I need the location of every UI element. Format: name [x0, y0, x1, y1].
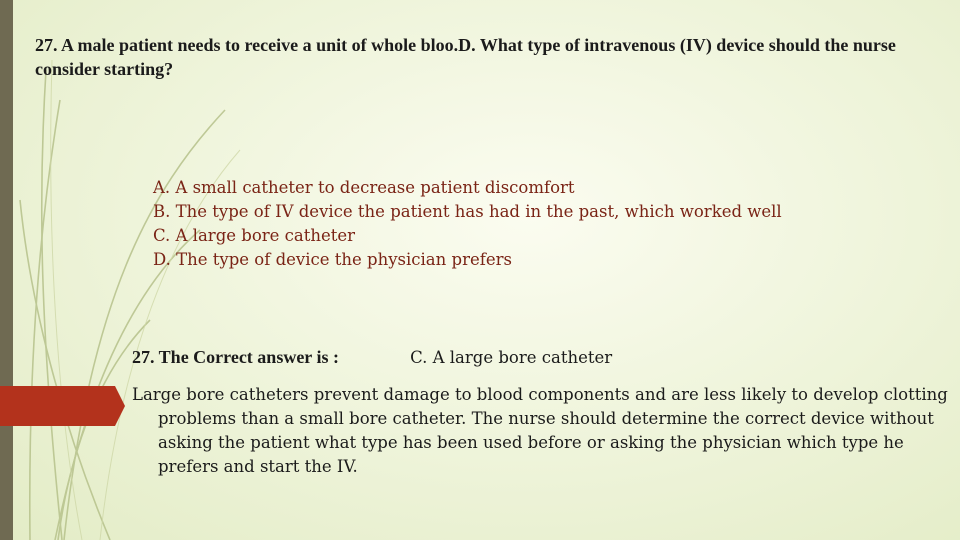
option-b: B. The type of IV device the patient has had in the past, which worked well [153, 202, 782, 221]
correct-answer-value: C. A large bore catheter [410, 348, 613, 367]
correct-answer-label: 27. The Correct answer is : [132, 347, 339, 367]
question-text: 27. A male patient needs to receive a unit of whole bloo.D. What type of intravenous (IV) device should the nurse consider starting? [35, 35, 896, 79]
accent-arrow-tab [0, 386, 125, 426]
option-c: C. A large bore catheter [153, 226, 356, 245]
option-d: D. The type of device the physician prefers [153, 250, 512, 269]
explanation-text: Large bore catheters prevent damage to blood components and are less likely to develop clotting problems than a small bore catheter. The nurse should determine the correct device without asking the patient what type has been used before or asking the physician which type he prefers and start the IV. [132, 385, 948, 476]
option-a: A. A small catheter to decrease patient discomfort [153, 178, 575, 197]
correct-answer-row [132, 347, 832, 368]
answer-options [153, 176, 853, 272]
